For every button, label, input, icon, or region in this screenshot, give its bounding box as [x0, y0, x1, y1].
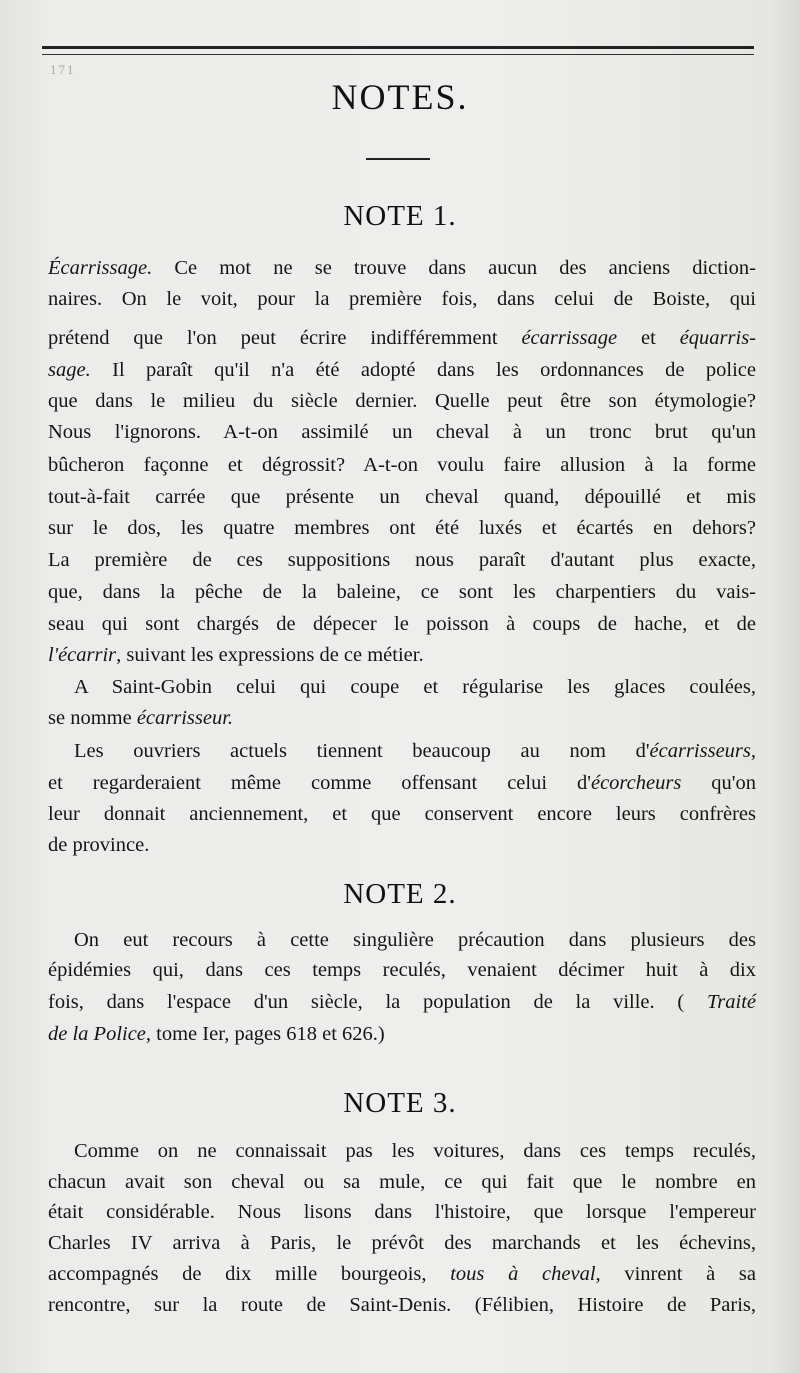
text-line [48, 1202, 756, 1223]
text-line [74, 1141, 756, 1162]
text-run: et [617, 327, 680, 349]
text-run: rencontre, sur la route de Saint-Denis. (Félibien, Histoire de Paris, [48, 1294, 756, 1316]
italic-term: sage. [48, 359, 91, 381]
text-line [48, 328, 756, 349]
italic-term: écarrisseur. [136, 707, 234, 729]
text-run: Ce mot ne se trouve dans aucun des anciens diction- [152, 257, 756, 279]
text-run: , vinrent à sa [595, 1263, 756, 1285]
text-run: On eut recours à cette singulière précaution dans plusieurs des [74, 929, 756, 951]
italic-term: Écarrissage. [48, 257, 153, 279]
text-run: prétend que l'on peut écrire indifféremment [48, 327, 522, 349]
text-run: leur donnait anciennement, et que conservent encore leurs confrères [48, 803, 756, 825]
text-run: qu'on [681, 772, 756, 794]
text-line [48, 582, 756, 603]
text-line [48, 391, 756, 412]
text-run: naires. On le voit, pour la première fois, dans celui de Boiste, qui [48, 288, 756, 310]
text-line [48, 258, 756, 279]
text-run: que dans le milieu du siècle dernier. Quelle peut être son étymologie? [48, 390, 756, 412]
italic-term: Traité [707, 991, 756, 1013]
note-heading: NOTE 1. [343, 200, 457, 232]
text-run: sur le dos, les quatre membres ont été luxés et écartés en dehors? [48, 517, 756, 539]
italic-term: équarris- [679, 327, 756, 349]
header-double-rule [42, 46, 754, 49]
italic-term: écorcheurs [590, 772, 682, 794]
note-heading: NOTE 2. [343, 878, 457, 910]
text-run: chacun avait son cheval ou sa mule, ce qui fait que le nombre en [48, 1171, 756, 1193]
text-line [48, 645, 756, 666]
text-line [48, 1264, 756, 1285]
text-run: Les ouvriers actuels tiennent beaucoup au nom d' [74, 740, 650, 762]
text-run: La première de ces suppositions nous paraît d'autant plus exacte, [48, 549, 756, 571]
text-run: accompagnés de dix mille bourgeois, [48, 1263, 451, 1285]
italic-term: tous à cheval [450, 1263, 596, 1285]
italic-term: écarrisseurs [649, 740, 751, 762]
text-line [74, 741, 756, 762]
text-line [74, 930, 756, 951]
text-run: Comme on ne connaissait pas les voitures, dans ces temps reculés, [74, 1140, 756, 1162]
text-line [48, 360, 756, 381]
text-run: épidémies qui, dans ces temps reculés, venaient décimer huit à dix [48, 959, 756, 981]
text-line [48, 1233, 756, 1254]
text-line [48, 1295, 756, 1316]
text-line [48, 708, 756, 729]
text-line [48, 992, 756, 1013]
page-title: NOTES. [331, 77, 469, 117]
text-line [48, 960, 756, 981]
text-run: A Saint-Gobin celui qui coupe et régularise les glaces coulées, [74, 676, 756, 698]
text-run: Il paraît qu'il n'a été adopté dans les ordonnances de police [90, 359, 756, 381]
text-run: Charles IV arriva à Paris, le prévôt des marchands et les échevins, [48, 1232, 756, 1254]
text-run: que, dans la pêche de la baleine, ce sont les charpentiers du vais- [48, 581, 756, 603]
text-run: seau qui sont chargés de dépecer le poisson à coups de hache, et de [48, 613, 756, 635]
text-run: , tome Ier, pages 618 et 626.) [145, 1023, 385, 1045]
text-line [48, 1024, 756, 1045]
text-line [48, 550, 756, 571]
text-line [48, 289, 756, 310]
text-line [48, 773, 756, 794]
text-line [48, 518, 756, 539]
text-run: , [750, 740, 756, 762]
text-run: fois, dans l'espace d'un siècle, la population de la ville. ( [48, 991, 707, 1013]
text-run: était considérable. Nous lisons dans l'histoire, que lorsque l'empereur [48, 1201, 756, 1223]
text-line [48, 835, 756, 856]
text-line [74, 677, 756, 698]
title-divider [366, 158, 430, 160]
text-line [48, 455, 756, 476]
text-line [48, 614, 756, 635]
text-run: tout-à-fait carrée que présente un cheval quand, dépouillé et mis [48, 486, 756, 508]
text-line [48, 1172, 756, 1193]
italic-term: de la Police [48, 1023, 146, 1045]
text-run: Nous l'ignorons. A-t-on assimilé un cheval à un tronc brut qu'un [48, 421, 756, 443]
bleed-through-page-number: 171 [50, 62, 76, 77]
text-run: et regarderaient même comme offensant celui d' [48, 772, 591, 794]
text-run: , suivant les expressions de ce métier. [116, 644, 424, 666]
italic-term: écarrissage [521, 327, 618, 349]
header-thin-rule [42, 54, 754, 55]
text-line [48, 804, 756, 825]
text-run: bûcheron façonne et dégrossit? A-t-on voulu faire allusion à la forme [48, 454, 756, 476]
italic-term: l'écarrir [48, 644, 117, 666]
text-line [48, 422, 756, 443]
text-run: se nomme [48, 707, 137, 729]
text-run: de province. [48, 834, 150, 856]
text-line [48, 487, 756, 508]
note-heading: NOTE 3. [343, 1087, 457, 1119]
